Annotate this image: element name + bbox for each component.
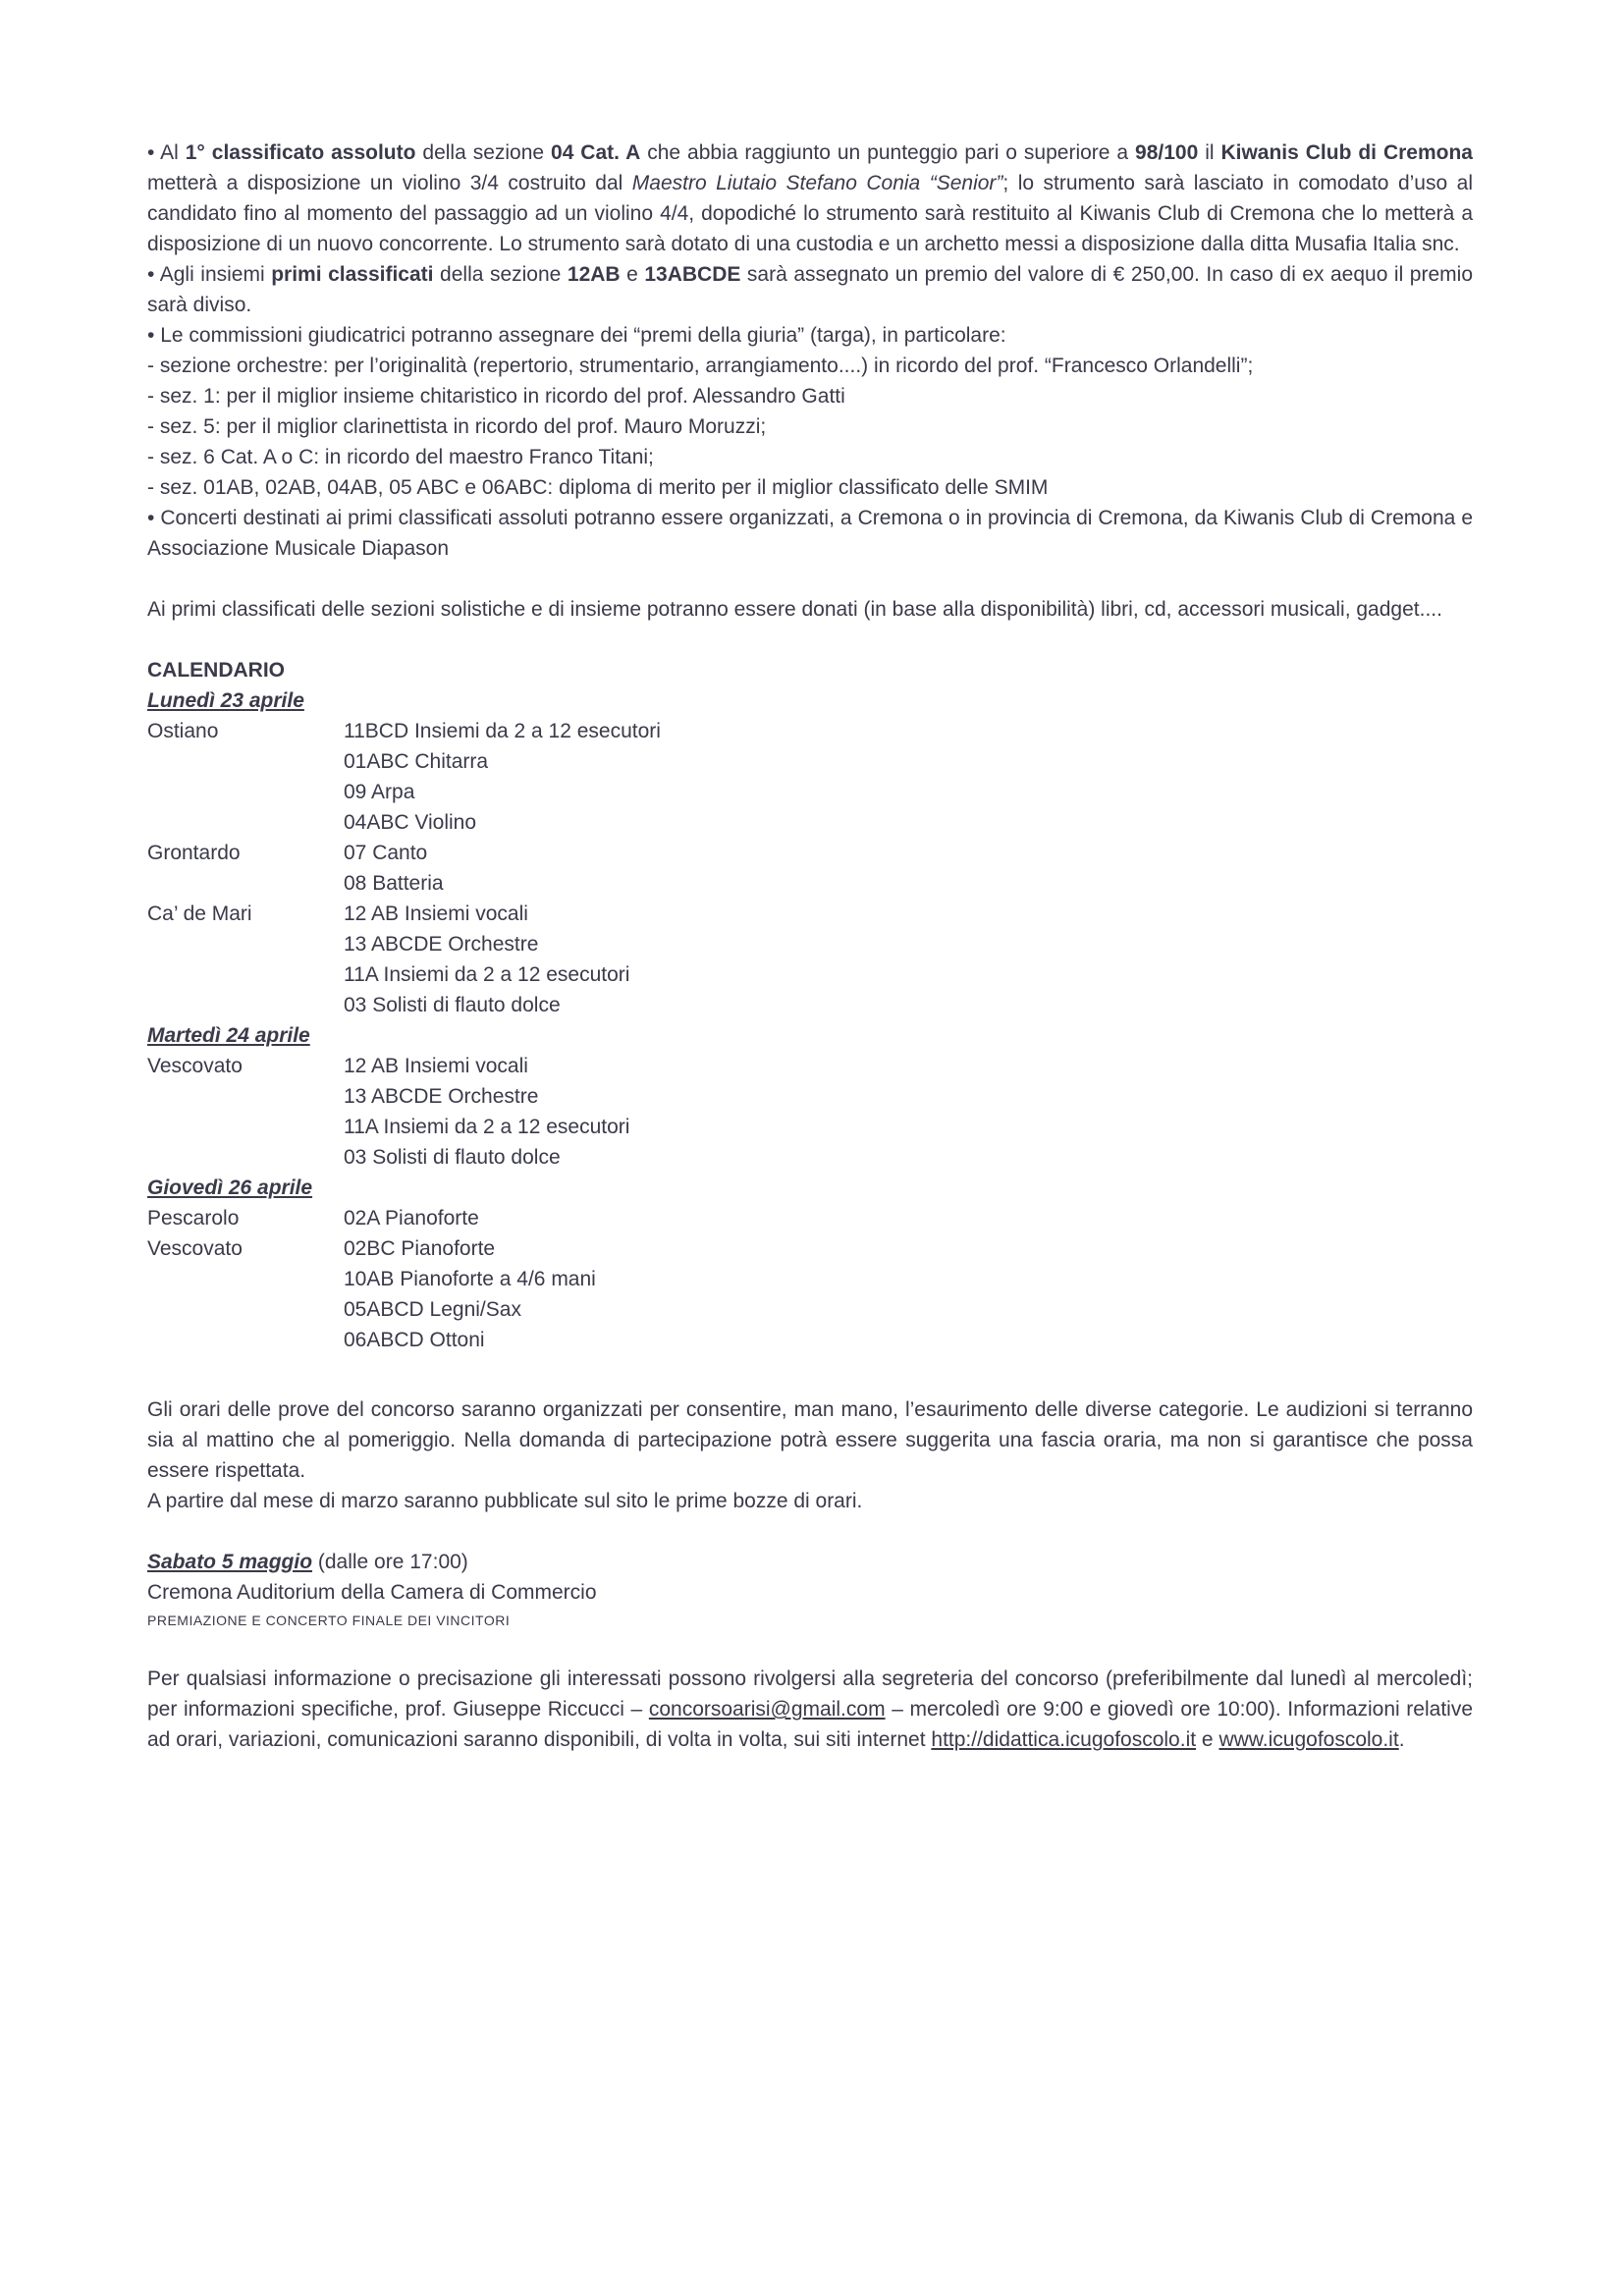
location: Vescovato: [147, 1055, 243, 1077]
website-link[interactable]: www.icugofoscolo.it: [1218, 1728, 1399, 1751]
calendar-row: [147, 929, 1473, 959]
day-label: Lunedì 23 aprile: [147, 689, 304, 712]
text: Al: [160, 141, 186, 164]
calendar-row: [147, 959, 1473, 990]
day-label: Martedì 24 aprile: [147, 1024, 310, 1047]
location: [147, 777, 344, 807]
section-entry: 02BC Pianoforte: [344, 1237, 496, 1260]
calendar-row: [147, 1051, 1473, 1081]
calendar-row: [147, 868, 1473, 899]
section-entry: 12 AB Insiemi vocali: [344, 902, 528, 925]
jury-prize-item: - sez. 1: per il miglior insieme chitaristico in ricordo del prof. Alessandro Gatti: [147, 385, 845, 408]
location: [147, 1294, 344, 1325]
bullet: •: [147, 141, 155, 164]
section-entry: 06ABCD Ottoni: [344, 1329, 485, 1351]
location: Pescarolo: [147, 1207, 240, 1230]
text: Agli insiemi: [154, 263, 272, 286]
calendar-day: [147, 1020, 1473, 1173]
calendar-row: [147, 807, 1473, 838]
calendar-day: [147, 1173, 1473, 1355]
text-bold: primi classificati: [271, 263, 434, 286]
section-entry: 08 Batteria: [344, 872, 444, 895]
section-entry: 11BCD Insiemi da 2 a 12 esecutori: [344, 720, 661, 742]
calendar-row: [147, 1325, 1473, 1355]
calendar-row: [147, 899, 1473, 929]
text: sarà assegnato un premio del valore di € 250,00. In caso di ex aequo il premio sarà diviso.: [147, 263, 1473, 316]
section-entry: 10AB Pianoforte a 4/6 mani: [344, 1268, 596, 1290]
text-italic: Maestro Liutaio Stefano Conia “Senior”: [631, 172, 1003, 194]
location: Ca’ de Mari: [147, 902, 252, 925]
text: e: [1196, 1728, 1219, 1751]
text-bold: 1° classificato assoluto: [185, 141, 416, 164]
text: Concerti destinati ai primi classificati assoluti potranno essere organizzati, a Cremona o in provincia di Cremona, da Kiwanis Club di Cremona e Associazione Musicale Diapason: [147, 507, 1473, 560]
section-entry: 09 Arpa: [344, 781, 415, 803]
bullet: •: [147, 263, 155, 286]
text: Per qualsiasi informazione o precisazione gli interessati possono rivolgersi alla segreteria del concorso (preferibilmente dal lunedì al mercoledì; per informazioni specifiche, prof. Giuseppe Riccucci –: [147, 1667, 1473, 1721]
section-entry: 02A Pianoforte: [344, 1207, 479, 1230]
final-event: PREMIAZIONE E CONCERTO FINALE DEI VINCITORI: [147, 1613, 511, 1628]
day-label: Giovedì 26 aprile: [147, 1176, 313, 1199]
bullet: •: [147, 324, 155, 347]
location: [147, 807, 344, 838]
location: [147, 1142, 344, 1173]
location: [147, 990, 344, 1020]
final-date: Sabato 5 maggio: [147, 1551, 313, 1573]
bullet: •: [147, 507, 155, 529]
text-bold: 98/100: [1135, 141, 1199, 164]
calendar-row: [147, 1142, 1473, 1173]
prize-ensembles-paragraph: [147, 259, 1473, 320]
section-entry: 13 ABCDE Orchestre: [344, 933, 539, 956]
calendar-row: [147, 1203, 1473, 1233]
location: [147, 1112, 344, 1142]
location: Vescovato: [147, 1237, 243, 1260]
calendar-row: [147, 1294, 1473, 1325]
location: [147, 1264, 344, 1294]
contact-paragraph: [147, 1664, 1473, 1755]
document-page: [147, 137, 1473, 1755]
text: e: [620, 263, 645, 286]
calendar-row: [147, 1081, 1473, 1112]
location: [147, 746, 344, 777]
gifts-paragraph: Ai primi classificati delle sezioni solistiche e di insieme potranno essere donati (in base alla disponibilità) libri, cd, accessori musicali, gadget....: [147, 598, 1442, 621]
website-link[interactable]: http://didattica.icugofoscolo.it: [931, 1728, 1197, 1751]
location: [147, 929, 344, 959]
final-time: (dalle ore 17:00): [312, 1551, 468, 1573]
final-venue: Cremona Auditorium della Camera di Commercio: [147, 1581, 597, 1604]
section-entry: 03 Solisti di flauto dolce: [344, 1146, 561, 1169]
section-entry: 03 Solisti di flauto dolce: [344, 994, 561, 1016]
location: [147, 1081, 344, 1112]
text-bold: 12AB: [567, 263, 621, 286]
location: [147, 959, 344, 990]
section-entry: 11A Insiemi da 2 a 12 esecutori: [344, 1116, 630, 1138]
location: Ostiano: [147, 720, 219, 742]
calendar-row: [147, 1233, 1473, 1264]
section-entry: 07 Canto: [344, 842, 428, 864]
calendar-row: [147, 777, 1473, 807]
jury-prize-item: - sez. 01AB, 02AB, 04AB, 05 ABC e 06ABC: diploma di merito per il miglior classificato delle SMIM: [147, 476, 1049, 499]
section-entry: 11A Insiemi da 2 a 12 esecutori: [344, 963, 630, 986]
jury-prize-item: - sez. 6 Cat. A o C: in ricordo del maestro Franco Titani;: [147, 446, 654, 468]
section-entry: 13 ABCDE Orchestre: [344, 1085, 539, 1108]
section-entry: 01ABC Chitarra: [344, 750, 489, 773]
location: Grontardo: [147, 842, 241, 864]
location: [147, 1325, 344, 1355]
calendar-row: [147, 1112, 1473, 1142]
text: – mercoledì ore 9:00 e giovedì ore 10:00). Informazioni relative ad orari, variazioni, comunicazioni saranno disponibili, di volta in volta, sui siti internet: [147, 1698, 1474, 1751]
email-link[interactable]: concorsoarisi@gmail.com: [648, 1698, 886, 1721]
final-date-line: [147, 1547, 1473, 1577]
section-entry: 05ABCD Legni/Sax: [344, 1298, 521, 1321]
text: Le commissioni giudicatrici potranno assegnare dei “premi della giuria” (targa), in particolare:: [154, 324, 1006, 347]
jury-prize-item: - sezione orchestre: per l’originalità (repertorio, strumentario, arrangiamento....) in ricordo del prof. “Francesco Orlandelli”;: [147, 355, 1254, 377]
text: il: [1198, 141, 1221, 164]
text: metterà a disposizione un violino 3/4 costruito dal: [147, 172, 632, 194]
text-bold: 13ABCDE: [644, 263, 741, 286]
text: della sezione: [433, 263, 568, 286]
section-entry: 04ABC Violino: [344, 811, 477, 834]
text: ; lo strumento sarà lasciato in comodato d’uso al candidato fino al momento del passaggio ad un violino 4/4, dopodiché lo strumento sarà restituito al Kiwanis Club di Cremona che lo metterà a disposizione di un nuovo concorrente. Lo strumento sarà dotato di una custodia e un archetto messi a disposizione dalla ditta Musafia Italia snc.: [147, 172, 1473, 255]
jury-prizes-intro: [147, 320, 1473, 351]
calendar-row: [147, 1264, 1473, 1294]
calendar-row: [147, 838, 1473, 868]
location: [147, 868, 344, 899]
calendar-row: [147, 990, 1473, 1020]
concerts-paragraph: [147, 503, 1473, 564]
section-entry: 12 AB Insiemi vocali: [344, 1055, 528, 1077]
schedule-note: A partire dal mese di marzo saranno pubblicate sul sito le prime bozze di orari.: [147, 1490, 863, 1512]
text-bold: Kiwanis Club di Cremona: [1220, 141, 1473, 164]
text: che abbia raggiunto un punteggio pari o superiore a: [640, 141, 1136, 164]
text: .: [1398, 1728, 1405, 1751]
calendar-row: [147, 716, 1473, 746]
calendar-row: [147, 746, 1473, 777]
schedule-paragraph: Gli orari delle prove del concorso saranno organizzati per consentire, man mano, l’esaurimento delle diverse categorie. Le audizioni si terranno sia al mattino che al pomeriggio. Nella domanda di partecipazione potrà essere suggerita una fascia oraria, ma non si garantisce che possa essere rispettata.: [147, 1398, 1473, 1482]
prize-violin-paragraph: [147, 137, 1473, 259]
jury-prize-item: - sez. 5: per il miglior clarinettista in ricordo del prof. Mauro Moruzzi;: [147, 415, 767, 438]
text-bold: 04 Cat. A: [551, 141, 641, 164]
text: della sezione: [415, 141, 552, 164]
calendar-title: CALENDARIO: [147, 659, 285, 682]
calendar-day: [147, 685, 1473, 1020]
